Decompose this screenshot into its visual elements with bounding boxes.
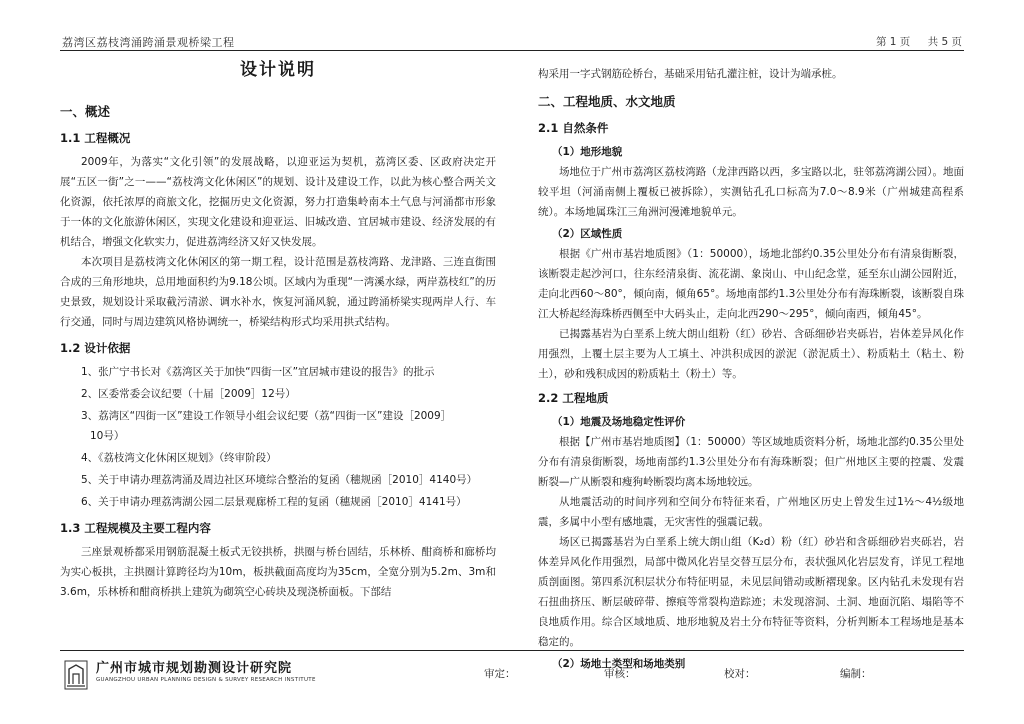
institute-logo-icon — [64, 660, 88, 690]
institute-name-cn: 广州市城市规划勘测设计研究院 — [96, 661, 293, 676]
basis-item: 2、区委常委会议纪要（十届［2009］12号） — [81, 388, 296, 400]
basis-item: 3、荔湾区“四街一区”建设工作领导小组会议纪要（荔“四街一区”建设［2009］ — [81, 410, 452, 422]
item-heading: （1）地形地貌 — [552, 146, 623, 158]
item-heading: （1）地震及场地稳定性评价 — [552, 416, 686, 428]
item-heading: （2）区域性质 — [552, 228, 623, 240]
page-number: 第 1 页 — [875, 36, 911, 48]
sign-compile: 编制： — [840, 668, 872, 680]
paragraph: 构采用一字式钢筋砼桥台，基础采用钻孔灌注桩，设计为端承桩。 — [538, 68, 843, 80]
basis-item: 5、关于申请办理荔湾涌及周边社区环境综合整治的复函（穗规函［2010］4140号） — [81, 474, 478, 486]
footer-rule — [60, 650, 964, 651]
item-heading: （2）场地土类型和场地类别 — [552, 658, 686, 670]
basis-item: 1、张广宁书长对《荔湾区关于加快“四街一区”宜居城市建设的报告》的批示 — [81, 366, 435, 378]
section-heading: 二、工程地质、水文地质 — [538, 94, 676, 109]
paragraph: 从地震活动的时间序列和空间分布特征来看，广州地区历史上曾发生过1½～4½级地震，多属中小型有感地震，无灾害性的强震记载。 — [538, 496, 964, 528]
header-rule — [60, 50, 964, 51]
paragraph: 本次项目是荔枝湾文化休闲区的第一期工程，设计范围是荔枝湾路、龙津路、三连直街围合成的三角形地块，总用地面积约为9.18公顷。区域内为重现“一湾溪水绿，两岸荔枝红”的历史景致，规划设计采取截污清淤、调水补水，恢复河涌风貌，通过跨涌桥梁实现两岸人行、车行交通，同时与周边建筑风格协调统一，桥梁结构形式均采用拱式结构。 — [60, 256, 496, 328]
section-heading: 一、概述 — [60, 104, 111, 119]
doc-title: 设计说明 — [240, 60, 316, 80]
paragraph: 根据【广州市基岩地质图】（1：50000）等区域地质资料分析，场地北部约0.35公里处分布有清泉街断裂，场地南部约1.3公里处分布有海珠断裂；但广州地区主要的控震、发震断裂—广从断裂和瘦狗岭断裂均离本场地较远。 — [538, 436, 964, 488]
subsection-heading: 1.3 工程规模及主要工程内容 — [60, 521, 211, 535]
page-total: 共 5 页 — [927, 36, 962, 48]
basis-item-continued: 10号） — [90, 430, 125, 442]
right-column — [538, 58, 964, 674]
paragraph: 三座景观桥都采用钢筋混凝土板式无铰拱桥，拱圈与桥台固结，乐林桥、酣商桥和廊桥均为实心板拱，主拱圈计算跨径均为10m，板拱截面高度均为35cm，全宽分别为5.2m、3m和3.6m，乐林桥和酣商桥拱上建筑为砌筑空心砖块及现浇桥面板。下部结 — [60, 546, 496, 598]
sign-check: 审核： — [604, 668, 636, 680]
paragraph: 场区已揭露基岩为白垩系上统大朗山组（K₂d）粉（红）砂岩和含砾细砂岩夹砾岩，岩体差异风化作用强烈，局部中微风化岩呈交替互层分布，表状强风化岩层发育，详见工程地质剖面图。第四系沉积层状分布特征明显，未见层间错动或断褶现象。区内钻孔未发现有岩石扭曲挤压、断层破碎带、擦痕等常裂构造踪迹；未发现溶洞、土洞、地面沉陷、塌陷等不良地质作用。综合区域地质、地形地貌及岩土分布特征等资料，分析判断本工程场地是基本稳定的。 — [538, 536, 964, 648]
subsection-heading: 1.2 设计依据 — [60, 341, 131, 355]
subsection-heading: 2.1 自然条件 — [538, 121, 609, 135]
sign-review: 审定： — [484, 668, 516, 680]
institute-name-en: GUANGZHOU URBAN PLANNING DESIGN & SURVEY RESEARCH INSTITUTE — [96, 677, 316, 683]
left-column — [60, 58, 496, 602]
institute-name — [96, 657, 316, 683]
sign-proof: 校对： — [724, 668, 756, 680]
basis-item: 4、《荔枝湾文化休闲区规划》（终审阶段） — [81, 452, 277, 464]
paragraph: 根据《广州市基岩地质图》（1：50000），场地北部约0.35公里处分布有清泉街断裂，该断裂走起沙河口，往东经清泉街、流花湖、象岗山、中山纪念堂，延至东山湖公园附近，走向北西60～80°，倾向南，倾角65°。场地南部约1.3公里处分布有海珠断裂，该断裂自珠江大桥起经海珠桥西侧至中大码头止，走向北西290～295°，倾向南西，倾角45°。 — [538, 248, 964, 320]
subsection-heading: 1.1 工程概况 — [60, 131, 131, 145]
paragraph: 场地位于广州市荔湾区荔枝湾路（龙津西路以西，多宝路以北，驻邻荔湾湖公园）。地面较平坦（河涌南侧上覆板已被拆除），实测钻孔孔口标高为7.0～8.9米（广州城建高程系统）。本场地属珠江三角洲河漫滩地貌单元。 — [538, 166, 964, 218]
subsection-heading: 2.2 工程地质 — [538, 391, 609, 405]
paragraph: 已揭露基岩为白垩系上统大朗山组粉（红）砂岩、含砾细砂岩夹砾岩，岩体差异风化作用强烈，上覆土层主要为人工填土、冲洪积成因的淤泥（淤泥质土）、粉质粘土（粘土、粉土），砂和残积成因的粉质粘土（粉土）等。 — [538, 328, 964, 380]
page-counter — [862, 34, 962, 49]
paragraph: 2009年，为落实“文化引领”的发展战略，以迎亚运为契机，荔湾区委、区政府决定开展“五区一街”之一——“荔枝湾文化休闲区”的规划、设计及建设工作，以此为核心整合两关文化资源，依托浓厚的商旅文化，挖掘历史文化资源，努力打造集岭南本土气息与河涌都市形象于一体的文化旅游休闲区，实现文化建设和迎亚运、旧城改造、宜居城市建设、经济发展的有机结合，增强文化软实力，促进荔湾经济又好又快发展。 — [60, 156, 496, 248]
basis-item: 6、关于申请办理荔湾湖公园二层景观廊桥工程的复函（穗规函［2010］4141号） — [81, 496, 467, 508]
project-name: 荔湾区荔枝湾涌跨涌景观桥梁工程 — [62, 36, 235, 49]
